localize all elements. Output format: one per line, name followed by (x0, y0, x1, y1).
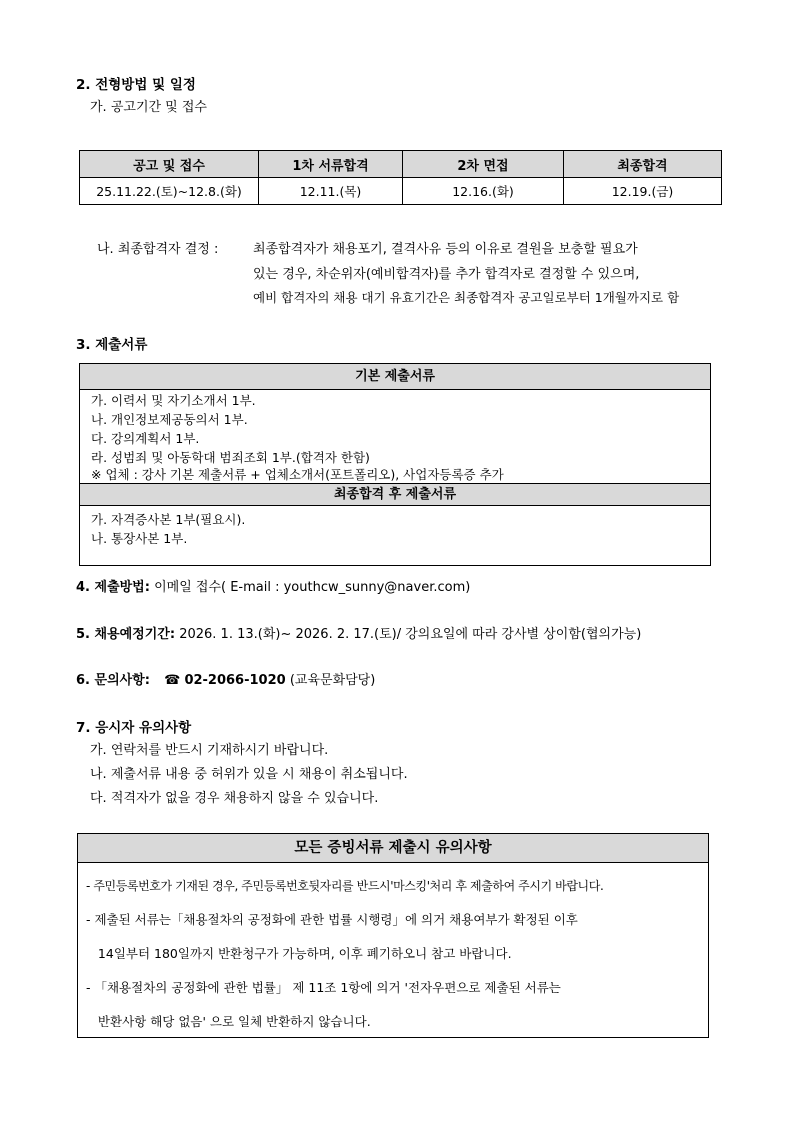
applicant-note: 다. 적격자가 없을 경우 채용하지 않을 수 있습니다. (90, 791, 379, 806)
final-docs-list (80, 506, 710, 548)
section-6-label: 6. 문의사항: (76, 673, 150, 688)
department: (교육문화담당) (285, 673, 376, 688)
header-final-pass: 최종합격 (564, 151, 722, 178)
section-5-label: 5. 채용예정기간: (76, 627, 176, 642)
section-2-sub-b-label: 나. 최종합격자 결정 : (97, 242, 219, 257)
basic-doc-item: 라. 성범죄 및 아동학대 범죄조회 1부.(합격자 한함) (91, 450, 370, 465)
documents-box (79, 363, 711, 566)
notice-line: - 「채용절차의 공정화에 관한 법률」 제 11조 1항에 의거 '전자우편으로 제출된 서류는 (86, 980, 561, 995)
section-5 (76, 623, 641, 642)
notice-line: - 주민등록번호가 기재된 경우, 주민등록번호뒷자리를 반드시'마스킹'처리 후 제출하여 주시기 바랍니다. (86, 879, 604, 893)
notice-title: 모든 증빙서류 제출시 유의사항 (78, 834, 708, 863)
header-first-pass: 1차 서류합격 (259, 151, 403, 178)
schedule-header-row (80, 151, 722, 178)
section-4 (76, 576, 470, 595)
section-2-sub-a: 가. 공고기간 및 접수 (90, 100, 207, 115)
basic-doc-item: 다. 강의계획서 1부. (91, 431, 200, 446)
notice-line: 14일부터 180일까지 반환청구가 가능하며, 이후 폐기하오니 참고 바랍니다. (86, 946, 512, 961)
section-7-heading: 7. 응시자 유의사항 (76, 720, 192, 736)
final-docs-title: 최종합격 후 제출서류 (80, 483, 710, 506)
phone-icon: ☎ (164, 673, 181, 688)
basic-doc-item: 가. 이력서 및 자기소개서 1부. (91, 393, 256, 408)
section-3-heading: 3. 제출서류 (76, 337, 148, 353)
section-6 (76, 669, 375, 688)
basic-doc-item: 나. 개인정보제공동의서 1부. (91, 412, 248, 427)
employment-period: 2026. 1. 13.(화)~ 2026. 2. 17.(토)/ 강의요일에 따라 강사별 상이함(협의가능) (175, 627, 642, 642)
sub-b-line-1: 최종합격자가 채용포기, 결격사유 등의 이유로 결원을 보충할 필요가 (253, 242, 638, 257)
date-first-pass: 12.11.(목) (259, 178, 403, 205)
applicant-note: 나. 제출서류 내용 중 허위가 있을 시 채용이 취소됩니다. (90, 767, 408, 782)
basic-docs-list (80, 390, 710, 483)
section-4-label: 4. 제출방법: (76, 580, 150, 595)
section-2-heading: 2. 전형방법 및 일정 (76, 77, 196, 93)
final-doc-item: 가. 자격증사본 1부(필요시). (91, 512, 246, 527)
sub-b-line-3: 예비 합격자의 채용 대기 유효기간은 최종합격자 공고일로부터 1개월까지로 함 (253, 290, 680, 305)
header-notice-period: 공고 및 접수 (80, 151, 259, 178)
notice-list (78, 863, 708, 1039)
notice-box (77, 833, 709, 1038)
date-interview: 12.16.(화) (403, 178, 564, 205)
date-notice-period: 25.11.22.(토)~12.8.(화) (80, 178, 259, 205)
submission-method: 이메일 접수( E-mail : youthcw_sunny@naver.com) (149, 580, 471, 595)
company-doc-note: ※ 업체 : 강사 기본 제출서류 + 업체소개서(포트폴리오), 사업자등록증 추가 (91, 467, 504, 482)
basic-docs-title: 기본 제출서류 (80, 364, 710, 390)
schedule-date-row (80, 178, 722, 205)
header-interview: 2차 면접 (403, 151, 564, 178)
notice-line: - 제출된 서류는「채용절차의 공정화에 관한 법률 시행령」에 의거 채용여부가 확정된 이후 (86, 912, 578, 927)
phone-number: 02-2066-1020 (184, 673, 286, 688)
schedule-table (79, 150, 722, 205)
sub-b-line-2: 있는 경우, 차순위자(예비합격자)를 추가 합격자로 결정할 수 있으며, (253, 267, 640, 282)
date-final-pass: 12.19.(금) (564, 178, 722, 205)
applicant-note: 가. 연락처를 반드시 기재하시기 바랍니다. (90, 743, 329, 758)
notice-line: 반환사항 해당 없음' 으로 일체 반환하지 않습니다. (86, 1014, 371, 1029)
final-doc-item: 나. 통장사본 1부. (91, 531, 188, 546)
